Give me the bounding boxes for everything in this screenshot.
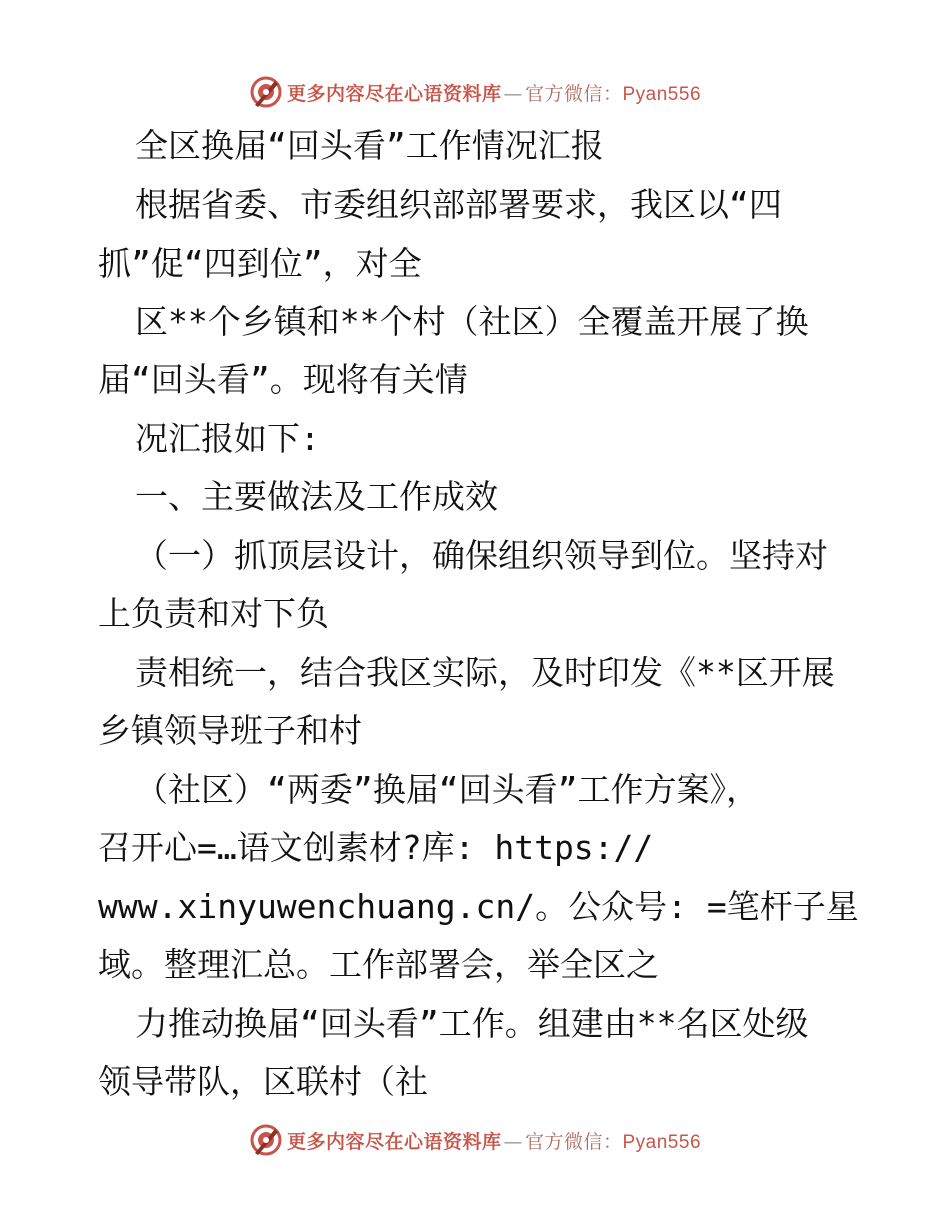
- paragraph-line: 根据省委、市委组织部部署要求，我区以“四: [135, 185, 782, 224]
- pen-logo-icon: [249, 1123, 283, 1157]
- paragraph-line: 领导带队，区联村（社: [98, 1062, 428, 1101]
- paragraph-line: 召开心=…语文创素材?库: https://: [98, 828, 654, 867]
- paragraph-line: 责相统一，结合我区实际，及时印发《**区开展: [135, 653, 835, 692]
- banner-title: 更多内容尽在心语资料库: [286, 82, 502, 105]
- paragraph-line: 上负责和对下负: [98, 594, 329, 633]
- pen-logo-icon: [249, 75, 283, 109]
- paragraph-line: 区**个乡镇和**个村（社区）全覆盖开展了换: [135, 302, 809, 341]
- subsection-heading: （一）抓顶层设计，确保组织领导到位。坚持对: [135, 536, 828, 575]
- banner-dash: —: [503, 1130, 523, 1153]
- header-banner: [0, 72, 950, 112]
- banner-dash: —: [503, 82, 523, 105]
- paragraph-line: 力推动换届“回头看”工作。组建由**名区处级: [135, 1004, 809, 1043]
- banner-wechat-label: 官方微信：: [524, 82, 623, 105]
- paragraph-line: （社区）“两委”换届“回头看”工作方案》，: [135, 770, 759, 809]
- section-heading: 一、主要做法及工作成效: [135, 477, 498, 516]
- banner-wechat-id: Pyan556: [622, 83, 702, 105]
- paragraph-line: 乡镇领导班子和村: [98, 711, 362, 750]
- paragraph-line: 届“回头看”。现将有关情: [98, 360, 468, 399]
- document-title: 全区换届“回头看”工作情况汇报: [135, 126, 604, 165]
- paragraph-line: www.xinyuwenchuang.cn/。公众号: =笔杆子星: [98, 887, 859, 926]
- paragraph-line: 域。整理汇总。工作部署会，举全区之: [98, 945, 659, 984]
- paragraph-line: 抓”促“四到位”，对全: [98, 244, 422, 283]
- banner-wechat-label: 官方微信：: [524, 1130, 623, 1153]
- banner-title: 更多内容尽在心语资料库: [286, 1130, 502, 1153]
- footer-banner: [0, 1120, 950, 1160]
- paragraph-line: 况汇报如下:: [135, 419, 320, 458]
- banner-wechat-id: Pyan556: [622, 1131, 702, 1153]
